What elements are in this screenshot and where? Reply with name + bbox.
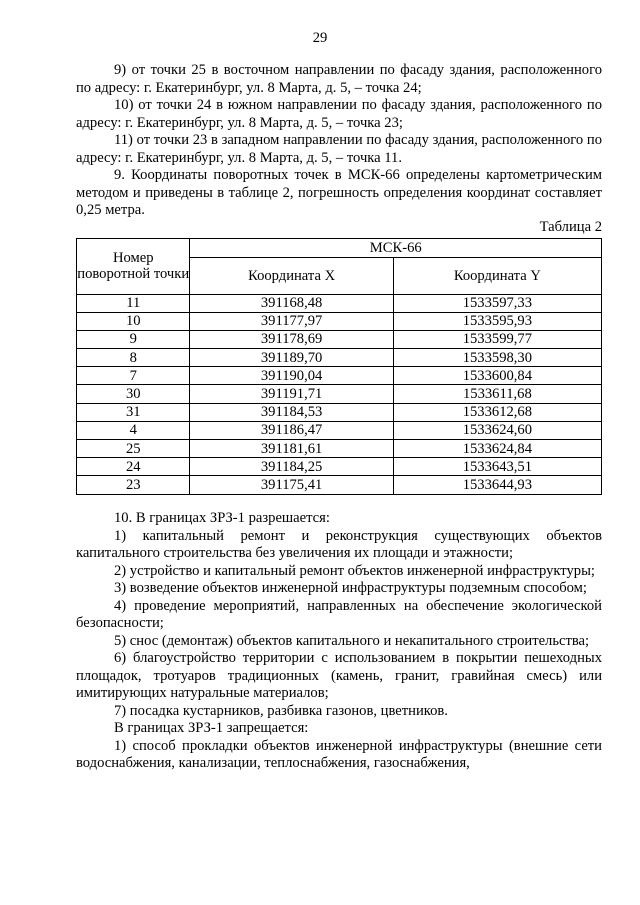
header-coordinate-y: Координата Y — [393, 257, 601, 294]
header-coordinate-x: Координата X — [190, 257, 393, 294]
coordinate-y-cell: 1533599,77 — [393, 330, 601, 348]
list-item: 7) посадка кустарников, разбивка газонов, цветников. — [114, 702, 448, 719]
table-row — [77, 458, 602, 476]
coordinate-x-cell: 391186,47 — [190, 421, 393, 439]
header-point-number: Номер поворотной точки — [77, 238, 190, 294]
point-number-cell: 30 — [77, 385, 190, 403]
coordinate-y-cell: 1533612,68 — [393, 403, 601, 421]
coordinate-y-cell: 1533624,60 — [393, 421, 601, 439]
coordinate-x-cell: 391190,04 — [190, 367, 393, 385]
table-row — [77, 367, 602, 385]
list-item: 3) возведение объектов инженерной инфраструктуры подземным способом; — [114, 580, 587, 596]
paragraph: 11) от точки 23 в западном направлении по фасаду здания, расположенного по адресу: г. Екатеринбург, ул. 8 Марта, д. 5, – точка 11. — [76, 132, 602, 166]
header-coordinate-system: МСК-66 — [190, 238, 602, 257]
list-item: 6) благоустройство территории с использованием в покрытии пешеходных площадок, тротуаров традиционных (камень, гранит, гравийная смесь) или имитирующих натуральные материалов; — [76, 650, 602, 701]
coordinate-y-cell: 1533598,30 — [393, 349, 601, 367]
coordinate-x-cell: 391178,69 — [190, 330, 393, 348]
list-item: 1) способ прокладки объектов инженерной инфраструктуры (внешние сети водоснабжения, канализации, теплоснабжения, газоснабжения, — [76, 737, 602, 771]
paragraph: 10) от точки 24 в южном направлении по фасаду здания, расположенного по адресу: г. Екатеринбург, ул. 8 Марта, д. 5, – точка 23; — [76, 97, 602, 131]
coordinate-y-cell: 1533611,68 — [393, 385, 601, 403]
coordinate-y-cell: 1533600,84 — [393, 367, 601, 385]
coordinate-x-cell: 391175,41 — [190, 476, 393, 494]
table-row — [77, 421, 602, 439]
paragraph: 9. Координаты поворотных точек в МСК-66 определены картометрическим методом и приведены в таблице 2, погрешность определения координат составляет 0,25 метра. — [76, 167, 602, 218]
table-row — [77, 330, 602, 348]
coordinate-x-cell: 391191,71 — [190, 385, 393, 403]
table-row — [77, 312, 602, 330]
coordinate-y-cell: 1533595,93 — [393, 312, 601, 330]
top-text-block — [76, 62, 602, 220]
point-number-cell: 4 — [77, 421, 190, 439]
coordinate-x-cell: 391184,25 — [190, 458, 393, 476]
coordinates-table — [76, 238, 602, 495]
coordinate-x-cell: 391184,53 — [190, 403, 393, 421]
paragraph: 10. В границах ЗРЗ-1 разрешается: — [114, 510, 330, 526]
page-number: 29 — [312, 30, 328, 46]
paragraph: 9) от точки 25 в восточном направлении по фасаду здания, расположенного по адресу: г. Екатеринбург, ул. 8 Марта, д. 5, – точка 24; — [76, 62, 602, 96]
table-caption: Таблица 2 — [539, 219, 602, 235]
list-item: 2) устройство и капитальный ремонт объектов инженерной инфраструктуры; — [114, 562, 595, 579]
table-row — [77, 349, 602, 367]
paragraph: В границах ЗРЗ-1 запрещается: — [114, 720, 309, 736]
point-number-cell: 24 — [77, 458, 190, 476]
coordinate-x-cell: 391177,97 — [190, 312, 393, 330]
point-number-cell: 10 — [77, 312, 190, 330]
list-item: 5) снос (демонтаж) объектов капитального и некапитального строительства; — [114, 632, 590, 649]
point-number-cell: 11 — [77, 294, 190, 312]
coordinate-x-cell: 391168,48 — [190, 294, 393, 312]
point-number-cell: 8 — [77, 349, 190, 367]
coordinate-y-cell: 1533624,84 — [393, 440, 601, 458]
point-number-cell: 25 — [77, 440, 190, 458]
list-item: 1) капитальный ремонт и реконструкция существующих объектов капитального строительства без увеличения их площади и этажности; — [76, 527, 602, 561]
point-number-cell: 9 — [77, 330, 190, 348]
table-row — [77, 385, 602, 403]
point-number-cell: 31 — [77, 403, 190, 421]
table-row — [77, 403, 602, 421]
coordinate-y-cell: 1533597,33 — [393, 294, 601, 312]
table-row — [77, 476, 602, 494]
coordinate-x-cell: 391181,61 — [190, 440, 393, 458]
coordinate-y-cell: 1533644,93 — [393, 476, 601, 494]
table-row — [77, 294, 602, 312]
coordinates-table-block — [76, 219, 602, 495]
coordinate-x-cell: 391189,70 — [190, 349, 393, 367]
point-number-cell: 23 — [77, 476, 190, 494]
table-row — [77, 440, 602, 458]
bottom-text-block — [76, 510, 602, 773]
point-number-cell: 7 — [77, 367, 190, 385]
list-item: 4) проведение мероприятий, направленных на обеспечение экологической безопасности; — [76, 597, 602, 631]
coordinate-y-cell: 1533643,51 — [393, 458, 601, 476]
